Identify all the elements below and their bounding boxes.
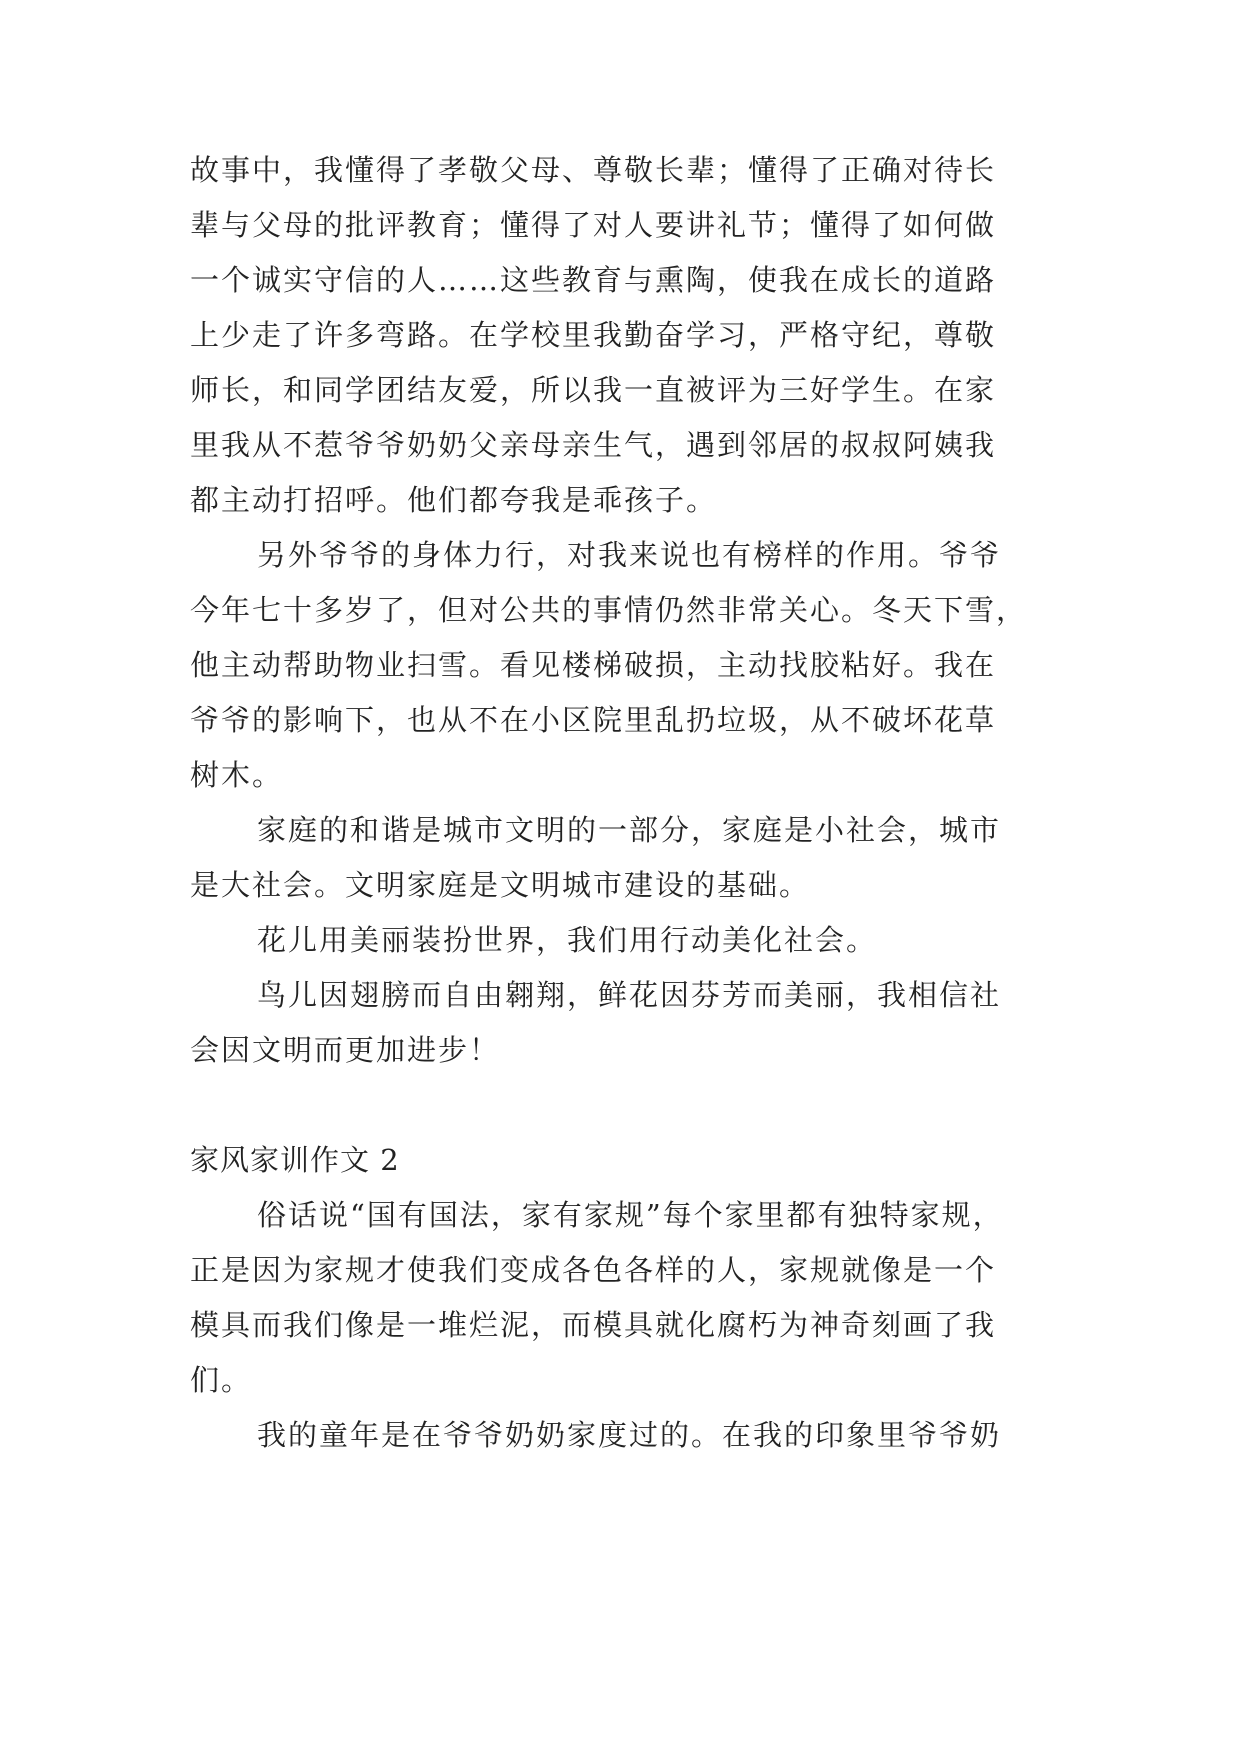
body-text-line: 故事中，我懂得了孝敬父母、尊敬长辈；懂得了正确对待长 (190, 153, 997, 187)
body-text-line: 我的童年是在爷爷奶奶家度过的。在我的印象里爷爷奶 (257, 1418, 1002, 1452)
body-text-line: 们。 (190, 1363, 253, 1397)
body-text-line: 树木。 (190, 758, 284, 792)
body-text-line: 俗话说“国有国法，家有家规”每个家里都有独特家规， (257, 1198, 1004, 1232)
body-text-line: 里我从不惹爷爷奶奶父亲母亲生气，遇到邻居的叔叔阿姨我 (190, 428, 997, 462)
body-text-line: 上少走了许多弯路。在学校里我勤奋学习，严格守纪，尊敬 (190, 318, 997, 352)
body-text-line: 花儿用美丽装扮世界，我们用行动美化社会。 (257, 923, 878, 957)
body-text-line: 家庭的和谐是城市文明的一部分，家庭是小社会，城市 (257, 813, 1002, 847)
body-text-line: 一个诚实守信的人……这些教育与熏陶，使我在成长的道路 (190, 263, 997, 297)
body-text-line: 模具而我们像是一堆烂泥，而模具就化腐朽为神奇刻画了我 (190, 1308, 997, 1342)
body-text-line: 都主动打招呼。他们都夸我是乖孩子。 (190, 483, 718, 517)
body-text-line: 正是因为家规才使我们变成各色各样的人，家规就像是一个 (190, 1253, 997, 1287)
body-text-line: 今年七十多岁了，但对公共的事情仍然非常关心。冬天下雪， (190, 593, 1028, 627)
body-text-line: 是大社会。文明家庭是文明城市建设的基础。 (190, 868, 811, 902)
body-text-line: 会因文明而更加进步！ (190, 1033, 501, 1067)
body-text-line: 师长，和同学团结友爱，所以我一直被评为三好学生。在家 (190, 373, 997, 407)
body-text-line: 另外爷爷的身体力行，对我来说也有榜样的作用。爷爷 (257, 538, 1002, 572)
body-text-line: 辈与父母的批评教育；懂得了对人要讲礼节；懂得了如何做 (190, 208, 997, 242)
section-heading: 家风家训作文 2 (190, 1143, 400, 1177)
body-text-line: 鸟儿因翅膀而自由翱翔，鲜花因芬芳而美丽，我相信社 (257, 978, 1002, 1012)
body-text-line: 他主动帮助物业扫雪。看见楼梯破损，主动找胶粘好。我在 (190, 648, 997, 682)
body-text-line: 爷爷的影响下，也从不在小区院里乱扔垃圾，从不破坏花草 (190, 703, 997, 737)
